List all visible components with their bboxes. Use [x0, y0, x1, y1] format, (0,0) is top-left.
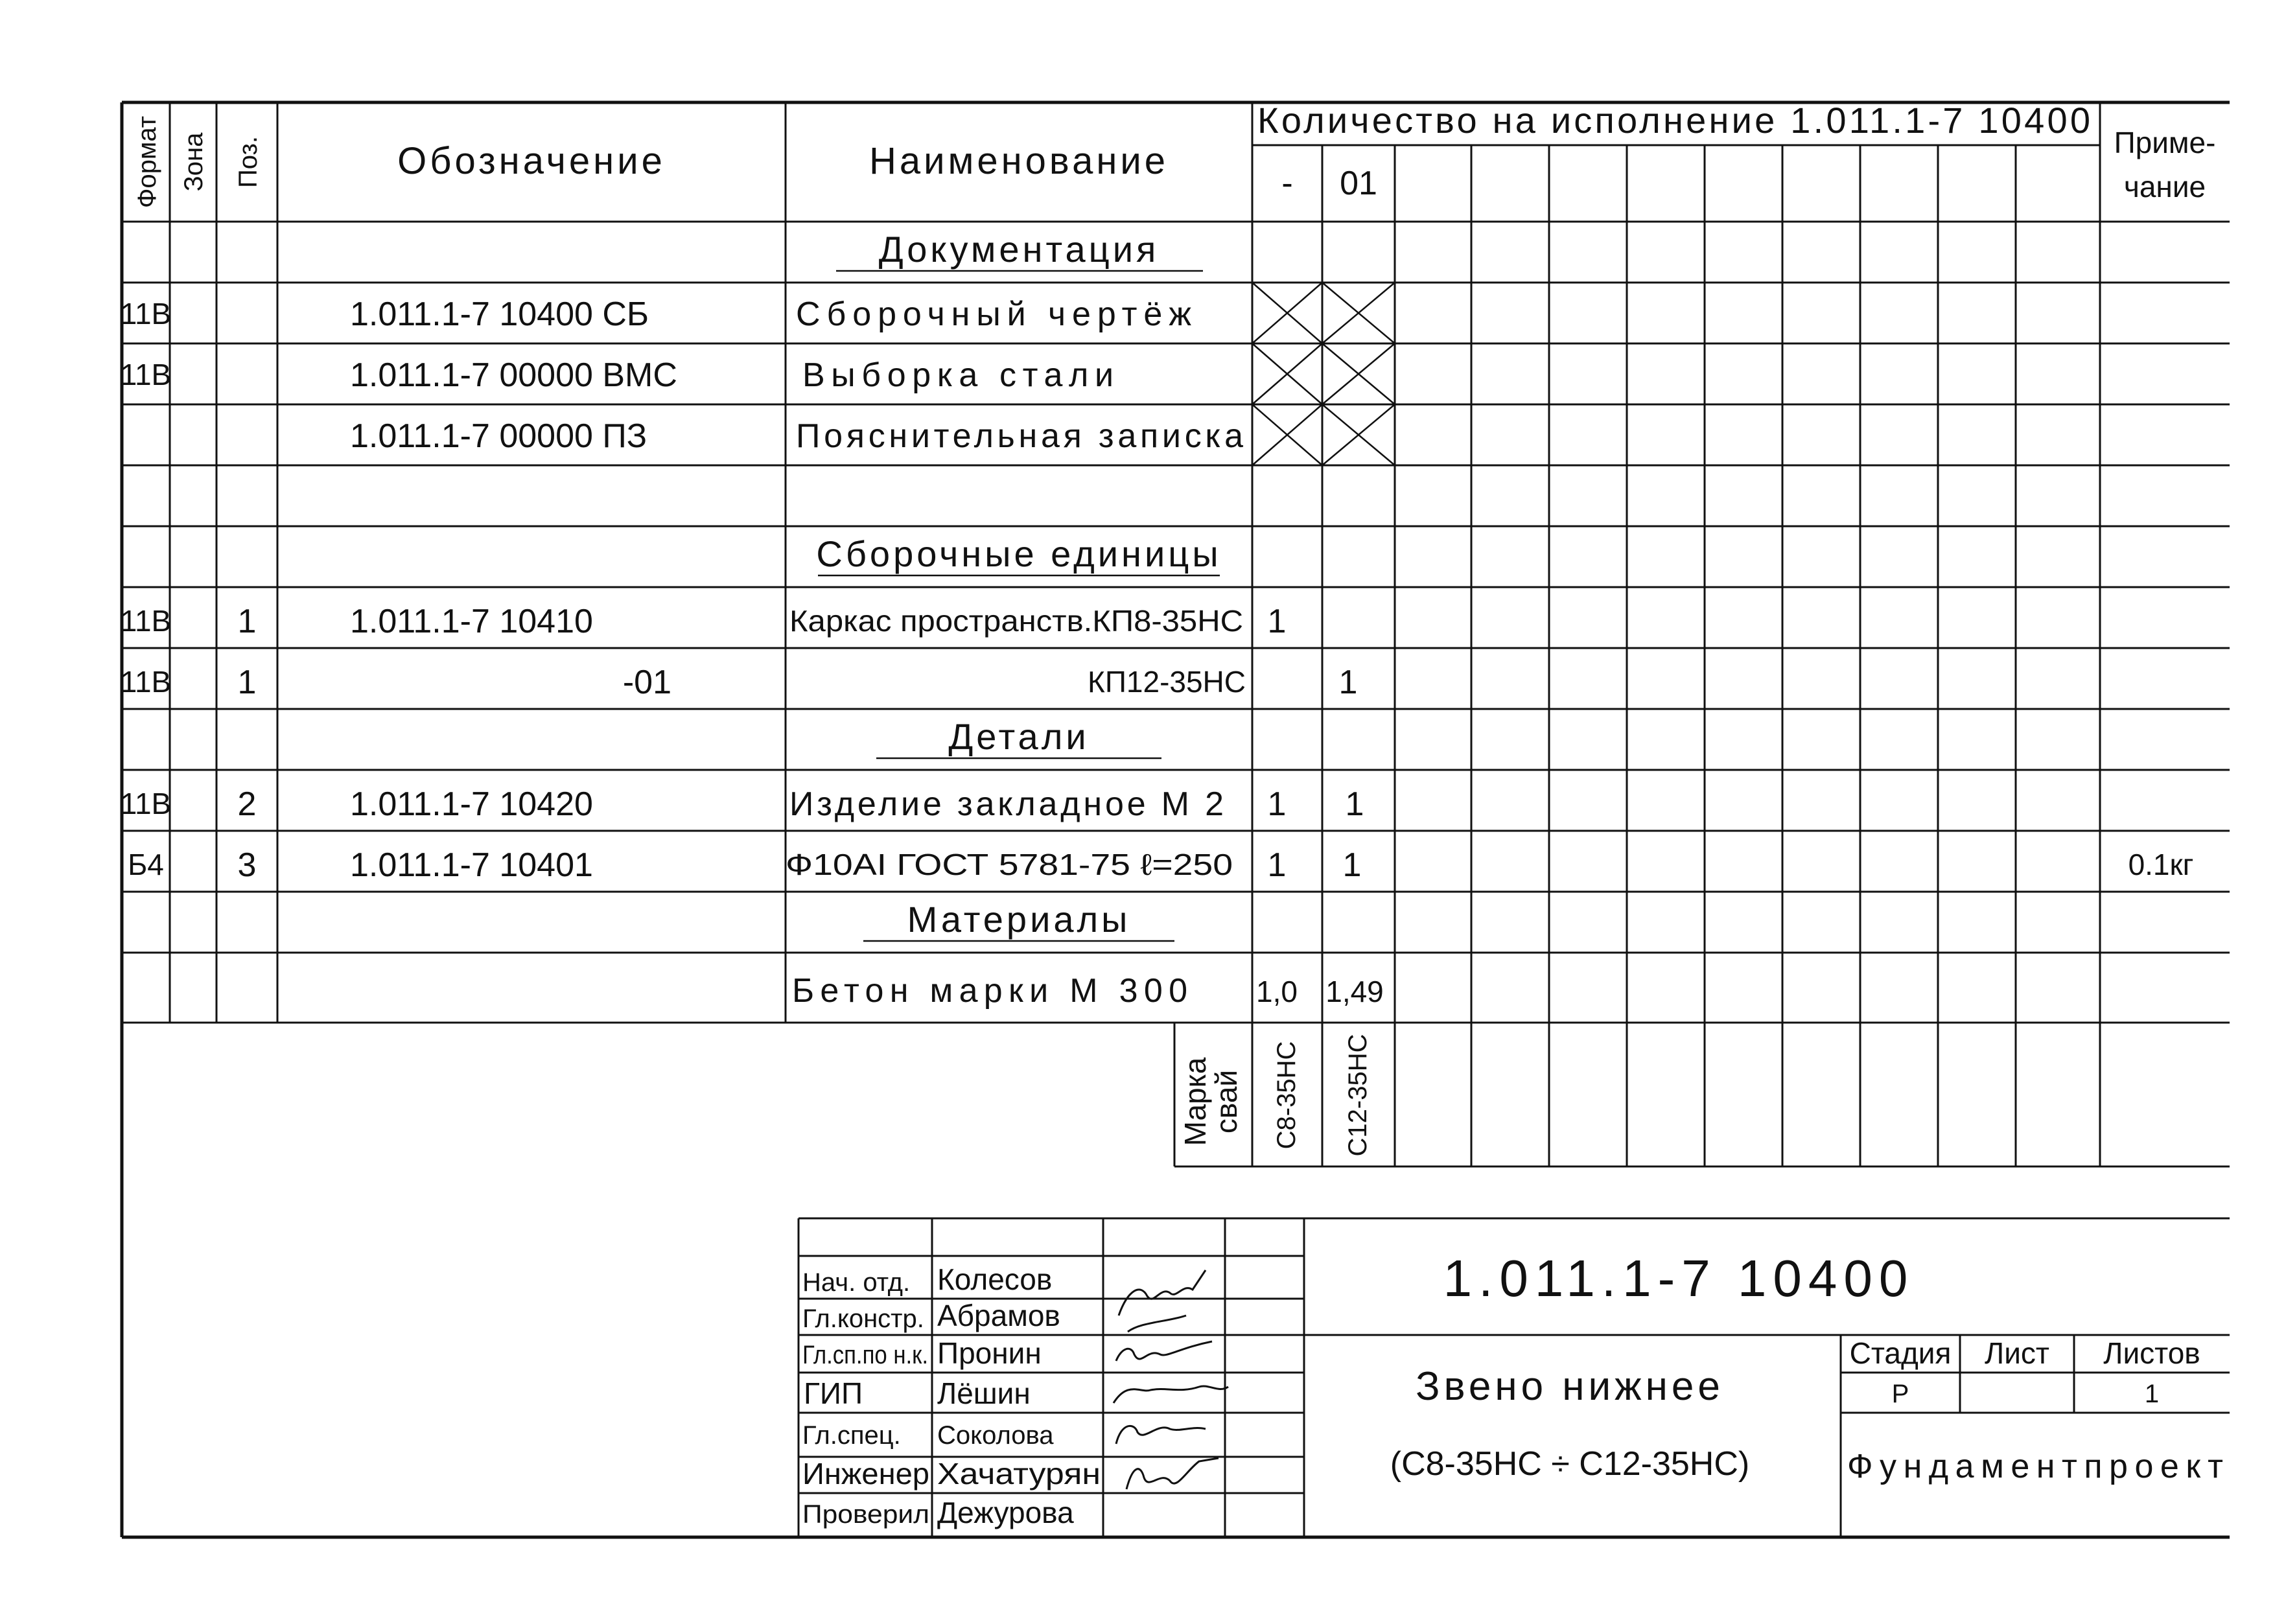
section-details: Детали [948, 716, 1090, 757]
sig-role: Гл.констр. [802, 1305, 924, 1333]
header-zone: Зона [180, 132, 208, 192]
document-title-2: (С8-35НС ÷ С12-35НС) [1390, 1445, 1750, 1483]
header-note-2: чание [2123, 170, 2206, 203]
row-format: 11В [120, 787, 172, 820]
sig-role: Проверил [802, 1500, 929, 1529]
section-assembly-units: Сборочные единицы [816, 533, 1222, 574]
row-format: Б4 [128, 848, 164, 881]
table-row [121, 785, 1364, 823]
row-designation: 1.011.1-7 00000 ВМС [350, 356, 677, 394]
sheets-label: Листов [2103, 1336, 2200, 1370]
header-pos: Поз. [234, 136, 262, 188]
document-title-1: Звено нижнее [1416, 1364, 1724, 1409]
organization: Фундаментпроект [1847, 1448, 2223, 1485]
row-qty-1: 1 [1267, 785, 1287, 823]
sig-role: Нач. отд. [802, 1268, 911, 1297]
row-format: 11В [120, 297, 172, 331]
table-row [121, 296, 1191, 333]
row-designation: 1.011.1-7 10400 СБ [350, 296, 649, 333]
sig-person: Хачатурян [937, 1457, 1101, 1491]
row-name: Сборочный чертёж [796, 296, 1191, 333]
sig-person: Колесов [937, 1262, 1053, 1296]
row-pos: 2 [237, 785, 257, 823]
table-row [121, 356, 1114, 394]
section-materials: Материалы [907, 899, 1131, 940]
table-row [792, 972, 1384, 1010]
sheet-label: Лист [1985, 1336, 2049, 1370]
sheets-value: 1 [2144, 1380, 2160, 1408]
row-qty-1: 1,0 [1256, 975, 1298, 1008]
header-note-1: Приме- [2114, 126, 2216, 159]
sig-person: Соколова [937, 1421, 1054, 1450]
row-name: Изделие закладное М 2 [789, 785, 1224, 823]
row-pos: 1 [237, 603, 257, 640]
row-name: КП12-35НС [1088, 665, 1246, 699]
na-crosses [1252, 283, 1395, 465]
section-documentation: Документация [878, 229, 1160, 270]
row-designation: 1.011.1-7 10410 [350, 603, 593, 640]
document-code: 1.011.1-7 10400 [1443, 1249, 1915, 1307]
header-format: Формат [133, 115, 161, 209]
row-name: Ф10АI ГОСТ 5781-75 ℓ=250 [786, 848, 1233, 881]
sig-person: Дежурова [937, 1496, 1074, 1529]
marks-col-1: С8-35НС [1272, 1041, 1301, 1150]
row-designation: 1.011.1-7 00000 ПЗ [350, 417, 647, 455]
sig-person: Абрамов [937, 1299, 1060, 1332]
stage-label: Стадия [1849, 1336, 1952, 1370]
table-row [121, 603, 1287, 640]
header-name: Наименование [869, 140, 1169, 182]
header-exec-dash: - [1281, 165, 1293, 202]
marks-label-2: свай [1209, 1069, 1243, 1134]
sig-role: Гл.спец. [802, 1421, 901, 1450]
row-qty-2: 1 [1338, 664, 1358, 701]
row-designation: 1.011.1-7 10401 [350, 846, 593, 884]
row-name: Пояснительная записка [796, 417, 1243, 455]
marks-label-1: Марка [1178, 1057, 1212, 1146]
header-exec-01: 01 [1340, 165, 1377, 202]
sig-role: Гл.сп.по н.к. [802, 1341, 928, 1369]
header-designation: Обозначение [397, 140, 666, 182]
table-row [128, 846, 2193, 884]
marks-col-2: С12-35НС [1344, 1034, 1372, 1157]
row-designation: -01 [622, 664, 671, 701]
row-qty-1: 1 [1267, 846, 1287, 884]
row-name: Бетон марки М 300 [792, 972, 1187, 1010]
row-qty-2: 1,49 [1325, 975, 1384, 1008]
row-qty-2: 1 [1342, 846, 1362, 884]
sig-person: Лёшин [937, 1376, 1031, 1410]
sig-role: Инженер [802, 1457, 929, 1491]
header-quantity: Количество на исполнение 1.011.1-7 10400 [1257, 100, 2094, 141]
row-format: 11В [120, 358, 172, 391]
row-note: 0.1кг [2128, 848, 2194, 881]
pile-marks [1178, 1034, 1372, 1157]
table-row [350, 417, 1243, 455]
row-designation: 1.011.1-7 10420 [350, 785, 593, 823]
signature-table [802, 1262, 1101, 1529]
row-format: 11В [120, 665, 172, 699]
table-row [121, 664, 1358, 701]
row-pos: 3 [237, 846, 257, 884]
row-qty-1: 1 [1267, 603, 1287, 640]
row-pos: 1 [237, 664, 257, 701]
row-name: Каркас пространств.КП8-35НС [789, 604, 1243, 638]
sig-person: Пронин [937, 1336, 1042, 1370]
row-format: 11В [120, 604, 172, 638]
row-name: Выборка стали [802, 356, 1114, 394]
row-qty-2: 1 [1345, 785, 1364, 823]
stage-value: Р [1891, 1380, 1909, 1408]
sig-role: ГИП [804, 1376, 863, 1410]
